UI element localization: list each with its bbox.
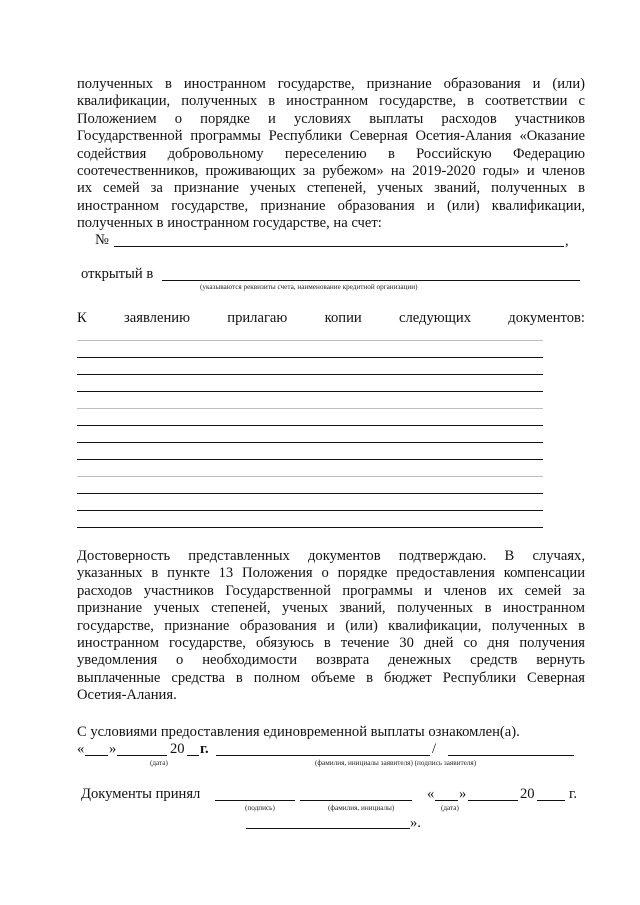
receiver-name-field[interactable] [300, 800, 412, 801]
text-line: содействия добровольному переселению в Российскую Федерацию [77, 145, 585, 162]
close-quote: » [109, 741, 117, 757]
applicant-name-field[interactable] [216, 755, 430, 756]
open-quote: « [427, 786, 435, 802]
heading-word: следующих [398, 310, 471, 326]
opened-in-label: открытый в [81, 266, 154, 282]
bank-details-caption: (указываются реквизиты счета, наименование кредитной организации) [200, 283, 418, 291]
text-line: уведомления о необходимости возврата денежных средств вернуть [77, 652, 585, 669]
document-list-line[interactable] [77, 357, 543, 358]
final-suffix: ». [410, 815, 421, 831]
text-line: расходов участников Государственной программы и членов их семей за [77, 582, 585, 599]
document-list-line[interactable] [77, 340, 543, 341]
text-line: выплаченные средства в полном объеме в бюджет Республики Северная [77, 669, 585, 686]
text-line: Достоверность представленных документов подтверждаю. В случаях, [77, 548, 585, 564]
heading-word: прилагаю [227, 310, 288, 326]
year-suffix: г. [200, 741, 209, 757]
text-line: их семей за признание ученых степеней, ученых званий, полученных в [77, 180, 585, 197]
heading-word: К [77, 310, 87, 326]
account-number-suffix: , [565, 233, 569, 249]
open-quote: « [77, 741, 85, 757]
document-list-line[interactable] [77, 493, 543, 494]
account-paragraph [77, 76, 585, 233]
text-line: Государственной программы Республики Северная Осетия-Алания «Оказание [77, 128, 585, 145]
year-prefix: 20 [520, 786, 535, 802]
bank-details-field[interactable] [162, 280, 580, 281]
certification-paragraph [77, 548, 585, 705]
day-field[interactable] [435, 800, 458, 801]
text-line: иностранном государстве, признание образования и (или) квалификации, [77, 197, 585, 214]
text-line: иностранном государстве, обязуюсь в течение 30 дней со дня получения [77, 635, 585, 652]
document-list-line[interactable] [77, 510, 543, 511]
signature-caption: (подпись) [245, 804, 275, 812]
text-line: Осетия-Алания. [77, 687, 177, 704]
heading-word: заявлению [124, 310, 190, 326]
heading-word: копии [324, 310, 362, 326]
text-line: указанных в пункте 13 Положения о порядке предоставления компенсации [77, 565, 585, 582]
document-list-line[interactable] [77, 374, 543, 375]
year-prefix: 20 [170, 741, 185, 757]
accepted-label: Документы принял [81, 786, 201, 802]
applicant-caption: (фамилия, инициалы заявителя) (подпись заявителя) [315, 759, 477, 767]
text-line: квалификации, полученных в иностранном государстве, в соответствии с [77, 93, 585, 110]
applicant-signature-field[interactable] [448, 755, 574, 756]
month-field[interactable] [117, 755, 167, 756]
document-list-line[interactable] [77, 408, 543, 409]
year-field[interactable] [187, 755, 199, 756]
attachments-heading [77, 310, 585, 327]
slash: / [432, 741, 437, 757]
name-caption: (фамилия, инициалы) [328, 804, 395, 812]
year-suffix: г. [569, 786, 577, 802]
year-field[interactable] [537, 800, 565, 801]
text-line: Положением о порядке и условиях выплаты расходов участников [77, 110, 585, 127]
account-number-label: № [95, 232, 109, 248]
account-number-field[interactable] [114, 246, 564, 247]
date-caption: (дата) [441, 804, 459, 812]
text-line: государстве, признание образования и (или) квалификации, полученных в [77, 617, 585, 634]
text-line: признание ученых степеней, ученых званий, полученных в иностранном [77, 600, 585, 617]
heading-word: документов: [508, 310, 585, 326]
document-list-line[interactable] [77, 459, 543, 460]
document-list-line[interactable] [77, 391, 543, 392]
document-list-line[interactable] [77, 527, 543, 528]
document-list-line[interactable] [77, 476, 543, 477]
receiver-signature-field[interactable] [215, 800, 295, 801]
document-list-line[interactable] [77, 442, 543, 443]
month-field[interactable] [468, 800, 518, 801]
document-list-line[interactable] [77, 425, 543, 426]
conditions-text: С условиями предоставления единовременной выплаты ознакомлен(а). [77, 724, 520, 740]
receiver-extra-field[interactable] [246, 828, 410, 829]
text-line: полученных в иностранном государстве, признание образования и (или) [77, 76, 585, 92]
text-line: полученных в иностранном государстве, на счет: [77, 215, 382, 232]
day-field[interactable] [85, 755, 108, 756]
close-quote: » [459, 786, 467, 802]
text-line: соотечественников, проживающих за рубежом» на 2019-2020 годы» и членов [77, 163, 585, 180]
date-caption: (дата) [150, 759, 168, 767]
